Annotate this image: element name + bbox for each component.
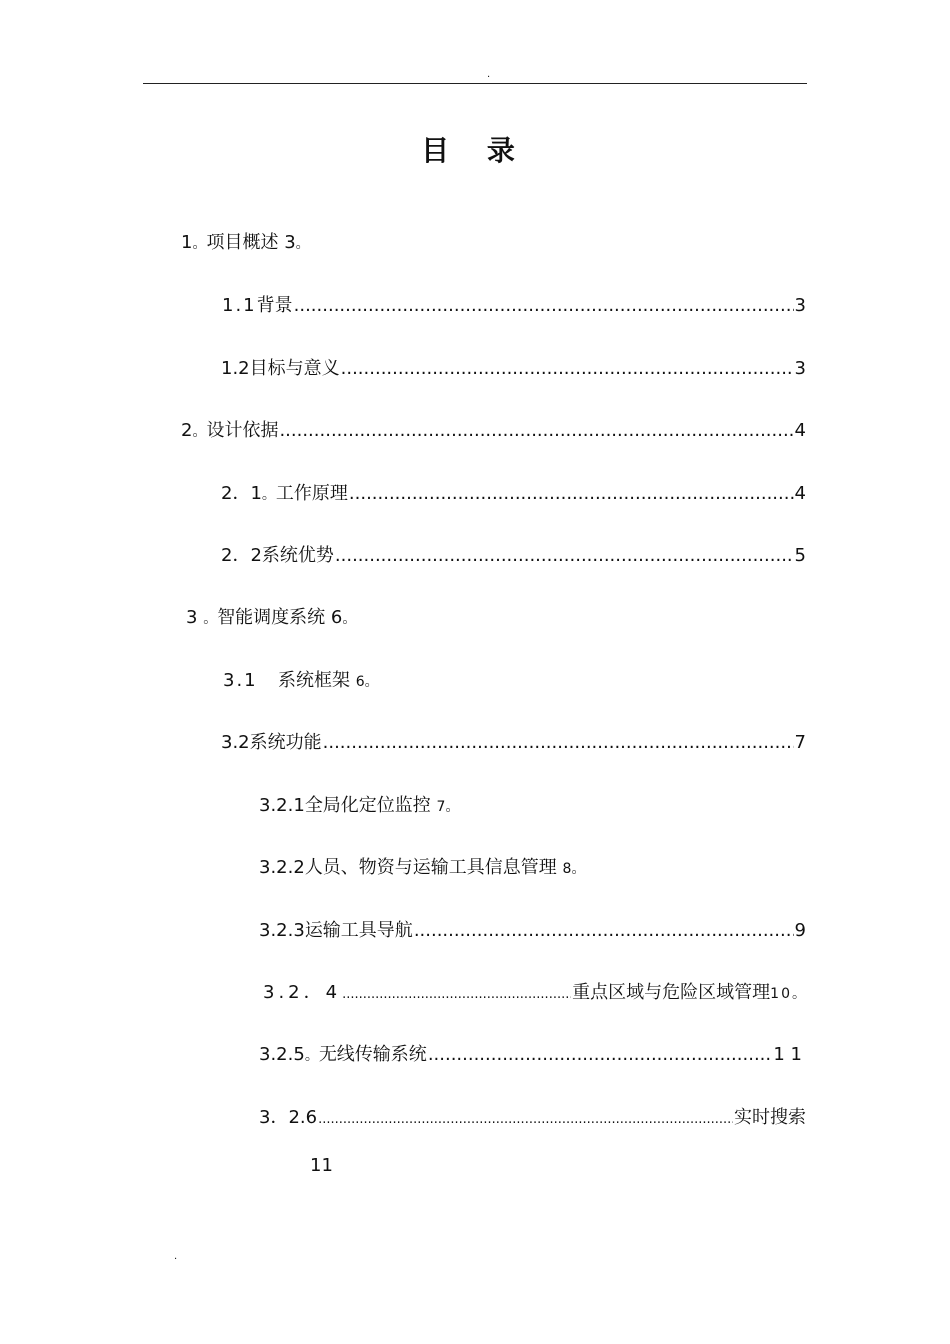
toc-entry-page: 6 <box>330 607 343 628</box>
toc-entry-page-suffix: 。 <box>295 236 310 252</box>
toc-entry-page: 5 <box>794 545 806 566</box>
toc-entry-number: 3 <box>186 607 198 628</box>
toc-entry-number: 3.2.5 <box>259 1044 305 1065</box>
toc-entry-suffix: 。 <box>192 424 207 440</box>
toc-entry-suffix: 。 <box>304 1048 319 1064</box>
toc-leader-dots <box>349 482 794 506</box>
toc-entry-number: 3.2.2 <box>259 857 305 878</box>
toc-entry-3-2-2[interactable] <box>259 856 585 881</box>
header-rule <box>143 83 807 84</box>
toc-entry-3[interactable] <box>186 606 356 631</box>
toc-entry-title: 项目概述 <box>206 232 279 253</box>
toc-entry-number: 3.1 <box>223 670 258 691</box>
toc-title: 目 录 <box>421 134 529 167</box>
toc-entry-page: 3 <box>284 232 296 253</box>
toc-entry-page: 9 <box>794 920 806 941</box>
toc-entry-number: 2．1 <box>221 483 262 504</box>
toc-entry-3-2-6[interactable] <box>259 1106 806 1132</box>
header-dot: . <box>487 69 491 80</box>
toc-entry-number: 1.2 <box>221 358 250 379</box>
toc-leader-dots <box>294 294 794 318</box>
toc-entry-title: 全局化定位监控 <box>304 795 431 816</box>
toc-leader-dots <box>279 419 793 443</box>
toc-entry-number: 3．2.6 <box>259 1107 318 1128</box>
toc-entry-title: 系统功能 <box>249 732 322 753</box>
toc-entry-title: 实时搜索 <box>734 1107 806 1128</box>
toc-entry-title: 智能调度系统 <box>217 607 326 628</box>
toc-entry-page: 1 1 <box>773 1044 802 1065</box>
toc-leader-dots <box>414 919 794 943</box>
toc-leader-dots <box>318 1108 733 1132</box>
toc-entry-page: 3 <box>794 295 806 316</box>
toc-leader-dots <box>335 544 794 568</box>
toc-entry-page-suffix: 。 <box>571 861 586 877</box>
toc-entry-suffix: 。 <box>192 236 207 252</box>
toc-entry-page: 10 <box>770 986 792 1002</box>
toc-entry-1-2[interactable] <box>221 357 806 381</box>
toc-entry-number: 3.2.1 <box>259 795 305 816</box>
toc-entry-title: 目标与意义 <box>249 358 340 379</box>
toc-entry-page-suffix: 。 <box>792 986 806 1002</box>
toc-entry-3-2-6-page: 11 <box>310 1155 333 1176</box>
toc-entry-number: 3.2 <box>221 732 250 753</box>
toc-leader-dots <box>342 983 571 1007</box>
toc-entry-1[interactable] <box>181 231 310 256</box>
toc-entry-page: 6 <box>355 674 365 690</box>
toc-entry-title: 系统框架 <box>278 670 350 691</box>
toc-entry-title: 设计依据 <box>206 420 279 441</box>
toc-entry-number: 2．2 <box>221 545 262 566</box>
toc-entry-title: 背景 <box>256 295 293 316</box>
toc-entry-page: 7 <box>794 732 806 753</box>
toc-entry-3-1[interactable] <box>223 669 379 694</box>
toc-entry-title: 重点区域与危险区域管理 <box>572 982 771 1003</box>
toc-entry-2[interactable] <box>181 419 806 444</box>
toc-leader-dots <box>428 1043 773 1067</box>
toc-entry-3-2-4[interactable] <box>263 981 806 1007</box>
toc-entry-1-1[interactable] <box>222 294 806 318</box>
toc-entry-2-2[interactable] <box>221 544 806 568</box>
toc-entry-number: 1 <box>181 232 193 253</box>
toc-entry-page-suffix: 。 <box>342 611 357 627</box>
toc-entry-page: 8 <box>562 861 572 877</box>
toc-entry-title: 工作原理 <box>275 483 348 504</box>
toc-entry-suffix: 。 <box>261 487 276 503</box>
toc-entry-title: 人员、物资与运输工具信息管理 <box>304 857 557 878</box>
toc-entry-title: 运输工具导航 <box>304 920 413 941</box>
toc-entry-3-2-5[interactable] <box>259 1043 802 1068</box>
toc-entry-page: 4 <box>794 483 806 504</box>
toc-entry-page: 4 <box>794 420 806 441</box>
toc-entry-3-2-1[interactable] <box>259 794 459 819</box>
toc-entry-page: 3 <box>794 358 806 379</box>
toc-entry-2-1[interactable] <box>221 482 806 507</box>
toc-entry-title: 系统优势 <box>261 545 334 566</box>
toc-entry-3-2[interactable] <box>221 731 806 755</box>
toc-entry-number: 1.1 <box>222 295 257 316</box>
toc-entry-page-suffix: 。 <box>364 674 379 690</box>
toc-entry-number: 2 <box>181 420 193 441</box>
toc-entry-suffix: 。 <box>203 611 218 627</box>
toc-leader-dots <box>341 357 794 381</box>
toc-entry-number: 3.2．4 <box>263 982 342 1003</box>
toc-entry-page-suffix: 。 <box>445 799 460 815</box>
footer-dot: . <box>174 1251 178 1262</box>
toc-entry-number: 3.2.3 <box>259 920 305 941</box>
toc-entry-title: 无线传输系统 <box>318 1044 427 1065</box>
toc-leader-dots <box>323 731 794 755</box>
toc-entry-3-2-3[interactable] <box>259 919 806 943</box>
toc-entry-page: 7 <box>436 799 446 815</box>
